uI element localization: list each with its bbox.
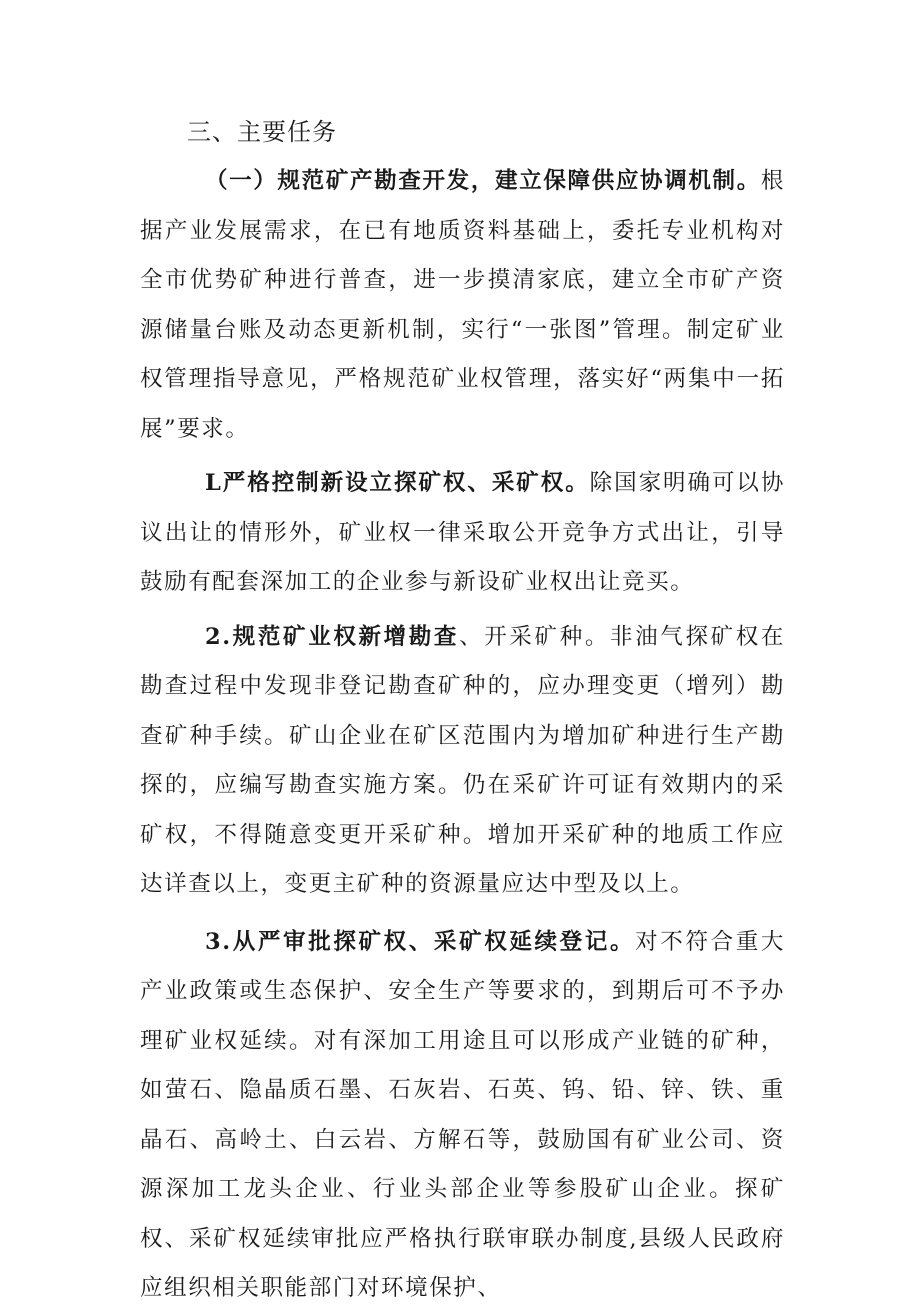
- paragraph-2-lead: L严格控制新设立探矿权、采矿权。: [205, 470, 590, 496]
- paragraph-2-body: 除国家明确可以协议出让的情形外，矿业权一律采取公开竞争方式出让，引导鼓励有配套深加工的企业参与新设矿业权出让竞买。: [140, 470, 785, 595]
- paragraph-3-body: 、开采矿种。非油气探矿权在勘查过程中发现非登记勘查矿种的，应办理变更（增列）勘查矿种手续。矿山企业在矿区范围内为增加矿种进行生产勘探的，应编写勘查实施方案。仍在采矿许可证有效期内的采矿权，不得随意变更开采矿种。增加开采矿种的地质工作应达详查以上，变更主矿种的资源量应达中型及以上。: [140, 623, 785, 897]
- paragraph-3-lead: 2.规范矿业权新增勘查: [205, 623, 460, 650]
- paragraph-3: [140, 613, 785, 910]
- paragraph-1-lead: （一）规范矿产勘查开发，建立保障供应协调机制。: [205, 168, 761, 194]
- paragraph-4-lead: 3.从严审批探矿权、采矿权延续登记。: [205, 928, 636, 955]
- paragraph-4-body: 对不符合重大产业政策或生态保护、安全生产等要求的，到期后可不予办理矿业权延续。对有深加工用途且可以形成产业链的矿种，如萤石、隐晶质石墨、石灰岩、石英、钨、铅、锌、铁、重晶石、高岭土、白云岩、方解石等，鼓励国有矿业公司、资源深加工龙头企业、行业头部企业等参股矿山企业。探矿权、采矿权延续审批应严格执行联审联办制度,县级人民政府应组织相关职能部门对环境保护、: [140, 928, 785, 1301]
- paragraph-1-body: 根据产业发展需求，在已有地质资料基础上，委托专业机构对全市优势矿种进行普查，进一步摸清家底，建立全市矿产资源储量台账及动态更新机制，实行“一张图”管理。制定矿业权管理指导意见，严格规范矿业权管理，落实好“两集中一拓展”要求。: [140, 168, 785, 442]
- paragraph-2: [140, 459, 785, 608]
- paragraph-1: [140, 157, 785, 454]
- paragraph-4: [140, 918, 785, 1314]
- section-heading: 三、主要任务: [187, 118, 337, 146]
- document-page: [140, 110, 785, 1314]
